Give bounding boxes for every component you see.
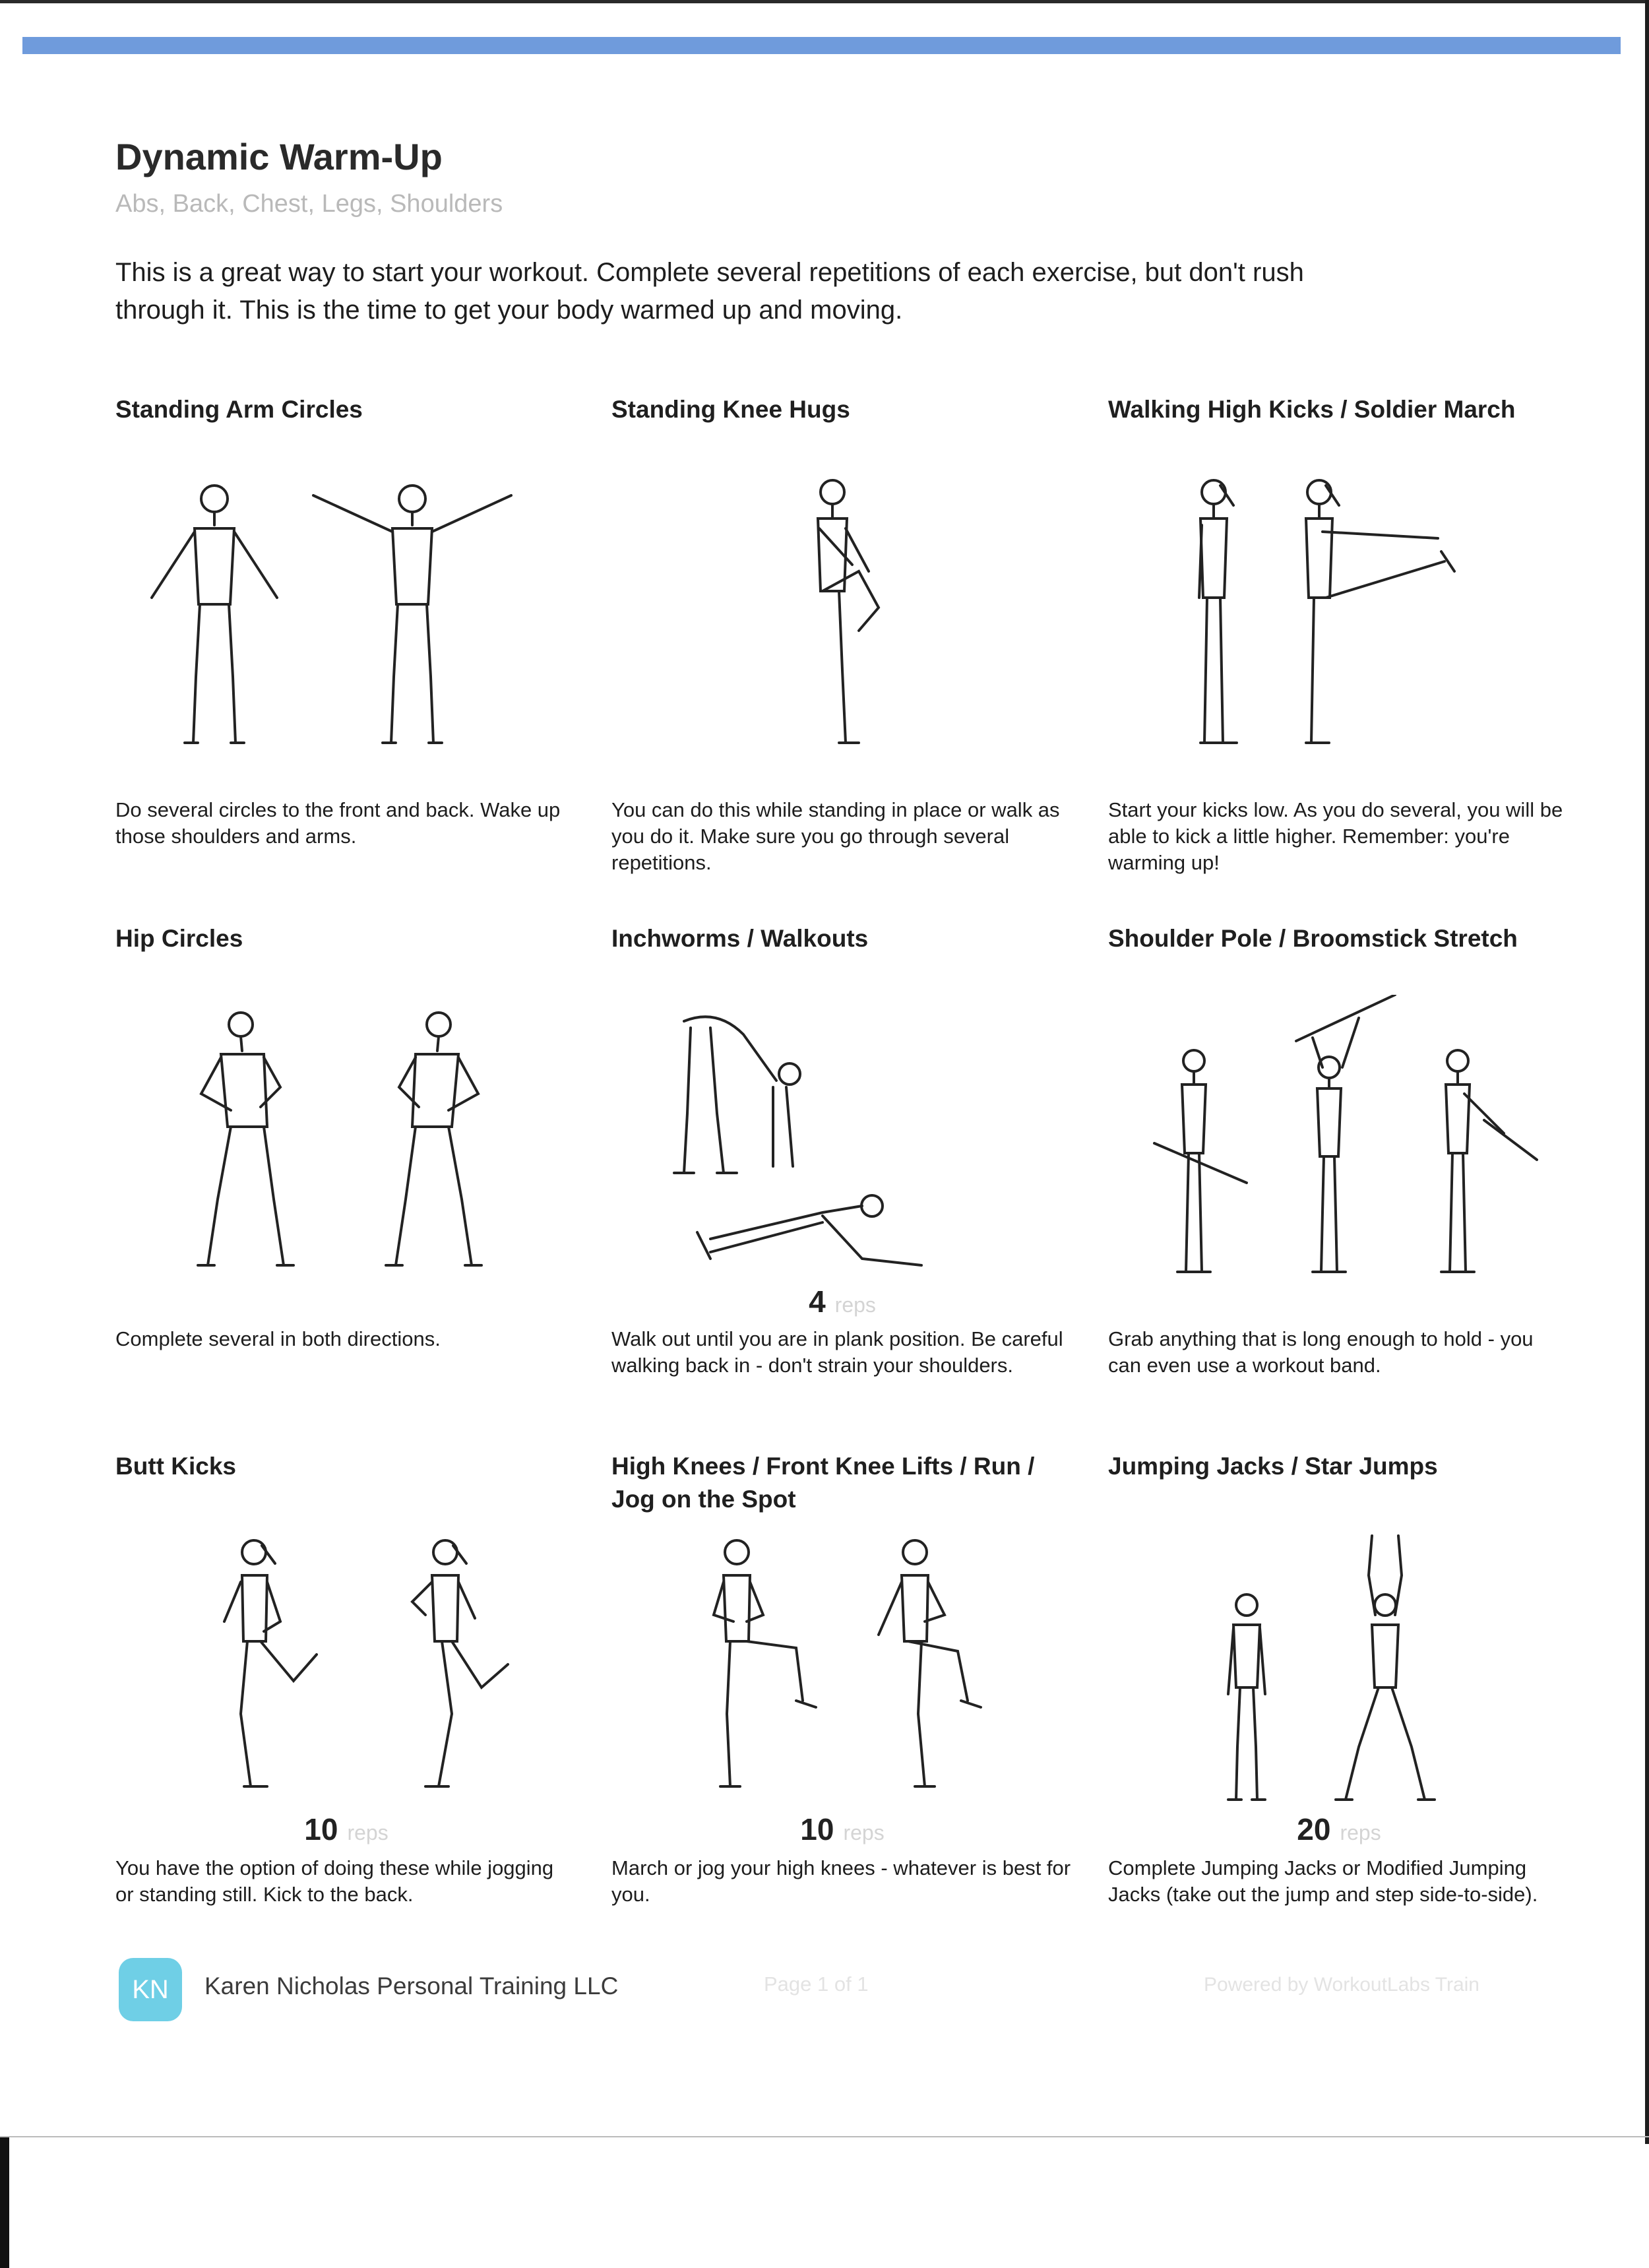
reps-value: 4 — [809, 1284, 826, 1319]
arm-circles-figure-icon — [115, 466, 577, 756]
broomstick-stretch-figure-icon — [1108, 995, 1570, 1285]
exercise-card-jumping-jacks — [1108, 1450, 1570, 1951]
reps-unit: reps — [843, 1821, 885, 1844]
jumping-jacks-figure-icon — [1108, 1523, 1570, 1813]
reps-value: 10 — [304, 1812, 338, 1846]
exercise-description: Start your kicks low. As you do several, you will be able to kick a little higher. Remember: you're warming up! — [1108, 798, 1563, 874]
exercise-title: Standing Arm Circles — [115, 396, 363, 423]
reps-value: 10 — [800, 1812, 834, 1846]
exercise-card-arm-circles — [115, 393, 577, 881]
reps-counter — [115, 1811, 577, 1847]
high-kick-figure-icon — [1108, 466, 1570, 756]
reps-unit: reps — [347, 1821, 389, 1844]
exercise-description: March or jog your high knees - whatever is best for you. — [611, 1856, 1071, 1906]
exercise-description: Do several circles to the front and back. Wake up those shoulders and arms. — [115, 798, 561, 848]
high-knees-figure-icon — [611, 1523, 1073, 1813]
exercise-title: Jumping Jacks / Star Jumps — [1108, 1453, 1438, 1480]
scan-top-edge — [0, 0, 1649, 3]
exercise-title: Hip Circles — [115, 925, 243, 952]
reps-value: 20 — [1297, 1812, 1331, 1846]
reps-unit: reps — [834, 1293, 876, 1317]
knee-hug-figure-icon — [611, 466, 1073, 756]
exercise-description: You have the option of doing these while jogging or standing still. Kick to the back. — [115, 1856, 554, 1906]
powered-by-text: Powered by WorkoutLabs Train — [1204, 1974, 1479, 1996]
header-accent-bar — [22, 37, 1621, 54]
hip-circles-figure-icon — [115, 995, 577, 1285]
scan-page-bottom-edge — [0, 2136, 1649, 2137]
exercise-card-inchworms — [611, 922, 1073, 1410]
scan-right-edge — [1645, 0, 1649, 2144]
exercise-title: Butt Kicks — [115, 1453, 236, 1480]
exercise-description: Grab anything that is long enough to hold - you can even use a workout band. — [1108, 1327, 1534, 1377]
muscle-groups-subtitle: Abs, Back, Chest, Legs, Shoulders — [115, 190, 503, 218]
butt-kicks-figure-icon — [115, 1523, 577, 1813]
exercise-card-hip-circles — [115, 922, 577, 1410]
reps-counter — [1108, 1811, 1570, 1847]
reps-counter — [611, 1284, 1073, 1319]
company-name: Karen Nicholas Personal Training LLC — [204, 1972, 619, 2000]
reps-unit: reps — [1340, 1821, 1381, 1844]
reps-counter — [611, 1811, 1073, 1847]
page-number: Page 1 of 1 — [764, 1972, 869, 1996]
exercise-title: Shoulder Pole / Broomstick Stretch — [1108, 925, 1518, 952]
exercise-description: Walk out until you are in plank position. Be careful walking back in - don't strain your shoulders. — [611, 1327, 1063, 1377]
intro-paragraph: This is a great way to start your workout. Complete several repetitions of each exercise, but don't rush through it. This is the time to get your body warmed up and moving. — [115, 258, 1304, 325]
exercise-title: Inchworms / Walkouts — [611, 925, 869, 952]
exercise-card-butt-kicks — [115, 1450, 577, 1951]
scan-left-edge — [0, 2137, 9, 2268]
exercise-description: You can do this while standing in place or walk as you do it. Make sure you go through several repetitions. — [611, 798, 1060, 874]
exercise-card-high-knees — [611, 1450, 1073, 1951]
exercise-card-broomstick-stretch — [1108, 922, 1570, 1410]
exercise-title: Standing Knee Hugs — [611, 396, 850, 423]
exercise-title: High Knees / Front Knee Lifts / Run / Jog on the Spot — [611, 1453, 1035, 1513]
exercise-description: Complete several in both directions. — [115, 1327, 441, 1350]
exercise-title: Walking High Kicks / Soldier March — [1108, 396, 1516, 423]
exercise-card-high-kicks — [1108, 393, 1570, 881]
inchworm-figure-icon — [611, 995, 1073, 1285]
exercise-description: Complete Jumping Jacks or Modified Jumping Jacks (take out the jump and step side-to-side). — [1108, 1856, 1538, 1906]
page-title: Dynamic Warm-Up — [115, 136, 443, 177]
company-logo: KN — [119, 1958, 182, 2021]
exercise-card-knee-hugs — [611, 393, 1073, 881]
